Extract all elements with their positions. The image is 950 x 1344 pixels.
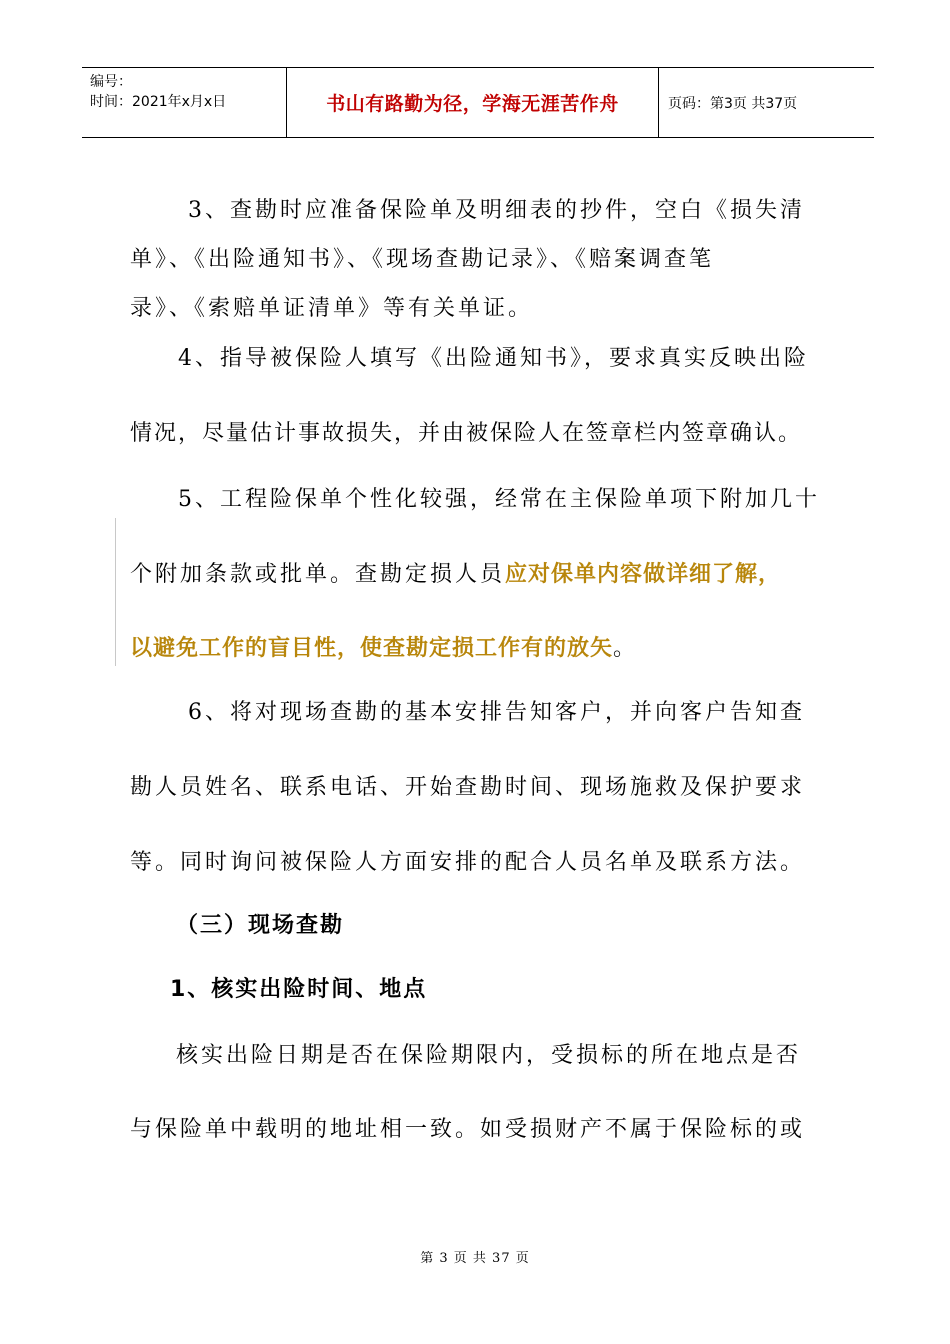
paragraph-line: 情况，尽量估计事故损失，并由被保险人在签章栏内签章确认。 [130, 421, 803, 446]
header-motto: 书山有路勤为径，学海无涯苦作舟 [326, 93, 619, 115]
document-date: 时间：2021年x月x日 [90, 94, 227, 110]
paragraph-line: 勘人员姓名、联系电话、开始查勘时间、现场施救及保护要求 [130, 775, 806, 800]
paragraph-line: 核实出险日期是否在保险期限内，受损标的所在地点是否 [176, 1043, 802, 1068]
paragraph-line [130, 557, 781, 588]
highlighted-text: 以避免工作的盲目性，使查勘定损工作有的放矢 [130, 636, 614, 661]
page-footer: 第 3 页 共 37 页 [420, 1251, 530, 1266]
sub-heading: 1、核实出险时间、地点 [170, 977, 428, 1002]
paragraph-line: 4、指导被保险人填写《出险通知书》，要求真实反映出险 [178, 346, 809, 371]
paragraph-line: 5、工程险保单个性化较强，经常在主保险单项下附加几十 [178, 487, 820, 512]
header-meta [90, 72, 286, 132]
paragraph-line: 等。同时询问被保险人方面安排的配合人员名单及联系方法。 [130, 850, 806, 875]
paragraph-line [130, 631, 638, 662]
paragraph-line: 3、查勘时应准备保险单及明细表的抄件，空白《损失清 [188, 198, 805, 223]
header-divider [658, 68, 659, 137]
document-number: 编号： [90, 74, 132, 90]
paragraph-line: 录》、《索赔单证清单》等有关单证。 [130, 296, 534, 321]
paragraph-line: 与保险单中载明的地址相一致。如受损财产不属于保险标的或 [130, 1117, 806, 1142]
section-heading: （三）现场查勘 [176, 913, 345, 938]
header-page-number: 页码：第3页 共37页 [668, 95, 798, 112]
plain-text: 。 [613, 636, 639, 661]
document-header [82, 67, 874, 138]
paragraph-line: 6、将对现场查勘的基本安排告知客户，并向客户告知查 [188, 700, 805, 725]
paragraph-line: 单》、《出险通知书》、《现场查勘记录》、《赔案调查笔 [130, 247, 715, 272]
plain-text: 个附加条款或批单。查勘定损人员 [130, 562, 506, 587]
margin-rule [115, 518, 116, 666]
highlighted-text: 应对保单内容做详细了解， [505, 562, 782, 587]
